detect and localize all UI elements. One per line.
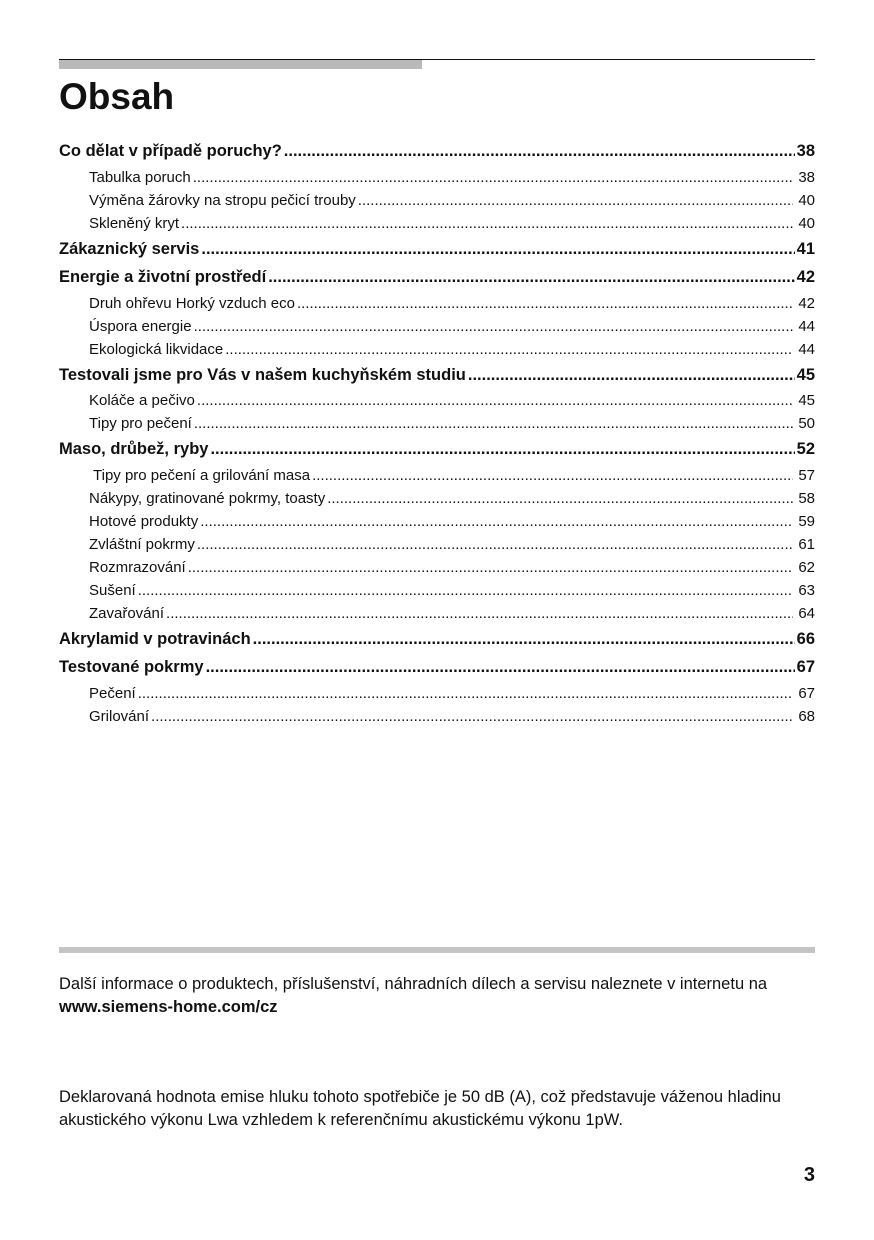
toc-label: Koláče a pečivo xyxy=(89,392,195,409)
toc-chapter[interactable] xyxy=(59,362,815,390)
toc-page-number: 42 xyxy=(798,294,815,312)
toc-page-number: 50 xyxy=(798,415,815,432)
toc-label: Maso, drůbež, ryby xyxy=(59,440,209,458)
toc-entry[interactable] xyxy=(59,556,815,579)
toc-leader-dots xyxy=(297,292,793,315)
toc-label: Druh ohřevu Horký vzduch eco xyxy=(89,294,295,312)
toc-leader-dots xyxy=(312,464,793,487)
toc-label: Nákypy, gratinované pokrmy, toasty xyxy=(89,489,326,507)
toc-label: Zavařování xyxy=(89,604,165,622)
toc-leader-dots xyxy=(197,533,793,556)
separator-band xyxy=(59,947,815,953)
table-of-contents xyxy=(59,138,815,728)
toc-page-number: 42 xyxy=(796,268,815,286)
toc-entry[interactable] xyxy=(59,464,815,487)
toc-leader-dots xyxy=(138,579,794,602)
toc-entry[interactable] xyxy=(59,487,815,510)
toc-label: Rozmrazování xyxy=(89,558,186,576)
toc-chapter[interactable] xyxy=(59,626,815,654)
toc-entry[interactable] xyxy=(59,412,815,435)
toc-label: Co dělat v případě poruchy? xyxy=(59,142,282,160)
toc-label: Sušení xyxy=(89,581,136,599)
noise-emission-note: Deklarovaná hodnota emise hluku tohoto spotřebiče je 50 dB (A), což představuje váženou hladinu akustického výkonu Lwa vzhledem k referenčnímu akustickému výkonu 1pW. xyxy=(59,1088,781,1129)
toc-entry[interactable] xyxy=(59,389,815,412)
toc-leader-dots xyxy=(188,556,794,579)
toc-leader-dots xyxy=(193,166,794,189)
page-number: 3 xyxy=(803,1164,815,1186)
toc-chapter[interactable] xyxy=(59,654,815,682)
toc-label: Tipy pro pečení xyxy=(89,415,192,432)
toc-entry[interactable] xyxy=(59,166,815,189)
toc-leader-dots xyxy=(468,362,795,390)
toc-label: Energie a životní prostředí xyxy=(59,268,267,286)
toc-page-number: 40 xyxy=(798,191,815,209)
header-bar xyxy=(59,60,422,69)
toc-label: Tabulka poruch xyxy=(89,168,191,186)
toc-entry[interactable] xyxy=(59,602,815,625)
toc-entry[interactable] xyxy=(59,579,815,602)
toc-leader-dots xyxy=(327,487,793,510)
toc-entry[interactable] xyxy=(59,682,815,705)
toc-leader-dots xyxy=(284,138,795,166)
toc-entry[interactable] xyxy=(59,533,815,556)
info-paragraph xyxy=(59,973,819,1019)
toc-page-number: 40 xyxy=(798,214,815,232)
toc-leader-dots xyxy=(225,338,793,361)
toc-leader-dots xyxy=(200,510,793,533)
toc-page-number: 45 xyxy=(796,365,815,384)
toc-leader-dots xyxy=(138,682,794,705)
toc-page-number: 57 xyxy=(798,466,815,484)
toc-label: Testovali jsme pro Vás v našem kuchyňském studiu xyxy=(59,365,466,384)
toc-label: Ekologická likvidace xyxy=(89,340,224,358)
toc-page-number: 68 xyxy=(798,707,815,725)
toc-leader-dots xyxy=(358,189,794,212)
page-title: Obsah xyxy=(59,76,175,117)
toc-leader-dots xyxy=(210,436,794,464)
toc-page-number: 62 xyxy=(798,558,815,576)
toc-leader-dots xyxy=(194,315,794,338)
toc-page-number: 52 xyxy=(796,440,815,458)
toc-leader-dots xyxy=(197,389,793,412)
toc-page-number: 59 xyxy=(798,512,815,530)
toc-page-number: 45 xyxy=(798,392,815,409)
toc-page-number: 64 xyxy=(798,604,815,622)
toc-entry[interactable] xyxy=(59,315,815,338)
toc-label: Tipy pro pečení a grilování masa xyxy=(93,466,311,484)
toc-entry[interactable] xyxy=(59,292,815,315)
toc-entry[interactable] xyxy=(59,510,815,533)
toc-page-number: 44 xyxy=(798,317,815,335)
toc-entry[interactable] xyxy=(59,705,815,728)
toc-label: Testované pokrmy xyxy=(59,658,204,676)
toc-entry[interactable] xyxy=(59,338,815,361)
toc-chapter[interactable] xyxy=(59,264,815,292)
toc-leader-dots xyxy=(206,654,795,682)
toc-leader-dots xyxy=(253,626,795,654)
toc-label: Zvláštní pokrmy xyxy=(89,535,195,553)
info-text: Další informace o produktech, příslušenství, náhradních dílech a servisu naleznete v internetu na xyxy=(59,975,768,993)
toc-label: Výměna žárovky na stropu pečicí trouby xyxy=(89,191,356,209)
toc-label: Akrylamid v potravinách xyxy=(59,629,251,648)
toc-entry[interactable] xyxy=(59,212,815,235)
toc-page-number: 38 xyxy=(798,168,815,186)
toc-page-number: 41 xyxy=(796,239,815,258)
toc-page-number: 61 xyxy=(798,535,815,553)
toc-label: Grilování xyxy=(89,707,150,725)
toc-leader-dots xyxy=(194,412,793,435)
toc-label: Hotové produkty xyxy=(89,512,199,530)
toc-page-number: 67 xyxy=(798,684,815,702)
toc-label: Úspora energie xyxy=(89,317,192,335)
toc-label: Zákaznický servis xyxy=(59,239,200,258)
toc-leader-dots xyxy=(268,264,794,292)
toc-page-number: 44 xyxy=(798,340,815,358)
toc-page-number: 67 xyxy=(796,658,815,676)
toc-leader-dots xyxy=(201,236,794,264)
toc-leader-dots xyxy=(151,705,793,728)
toc-page-number: 63 xyxy=(798,581,815,599)
toc-entry[interactable] xyxy=(59,189,815,212)
toc-label: Pečení xyxy=(89,684,136,702)
toc-chapter[interactable] xyxy=(59,436,815,464)
toc-chapter[interactable] xyxy=(59,138,815,166)
toc-page-number: 66 xyxy=(796,629,815,648)
website-link[interactable]: www.siemens-home.com/cz xyxy=(59,998,278,1016)
toc-label: Skleněný kryt xyxy=(89,214,180,232)
toc-leader-dots xyxy=(181,212,793,235)
toc-leader-dots xyxy=(166,602,793,625)
toc-chapter[interactable] xyxy=(59,236,815,264)
toc-page-number: 58 xyxy=(798,489,815,507)
toc-page-number: 38 xyxy=(796,142,815,160)
